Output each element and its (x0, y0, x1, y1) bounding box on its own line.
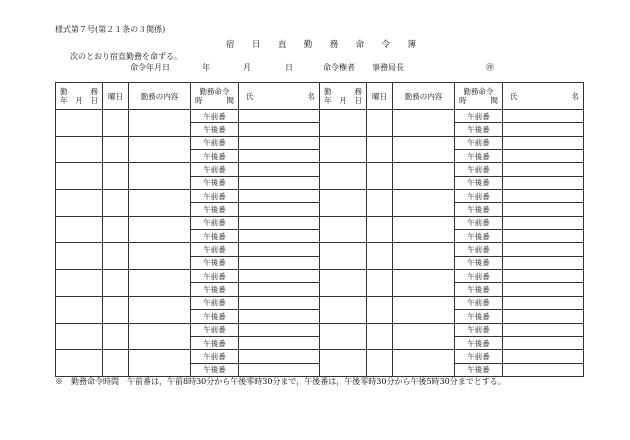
header-kinmu-1: 勤 (60, 87, 68, 96)
title-char: 務 (329, 40, 339, 50)
weekday-cell[interactable] (367, 136, 393, 163)
name-cell[interactable] (239, 363, 320, 376)
duty-time-cell: 午後番 (455, 230, 503, 243)
table-row (56, 323, 320, 336)
order-year-label: 年 (202, 63, 210, 72)
content-cell[interactable] (393, 350, 455, 377)
header-content-label: 勤務の内容 (140, 91, 179, 101)
name-cell[interactable] (503, 283, 584, 296)
name-cell[interactable] (239, 296, 320, 309)
duty-time-cell: 午前番 (191, 296, 239, 309)
date-cell[interactable] (320, 136, 367, 163)
name-cell[interactable] (239, 256, 320, 269)
content-cell[interactable] (129, 350, 191, 377)
header-date (320, 83, 367, 110)
duty-time-cell: 午後番 (191, 123, 239, 136)
header-content (129, 83, 191, 110)
weekday-cell[interactable] (367, 270, 393, 297)
header-date (56, 83, 103, 110)
duty-table-right (319, 82, 584, 377)
table-row (56, 136, 320, 149)
name-cell[interactable] (239, 110, 320, 123)
name-cell[interactable] (503, 230, 584, 243)
duty-time-cell: 午後番 (455, 363, 503, 376)
weekday-cell[interactable] (367, 296, 393, 323)
name-cell[interactable] (503, 270, 584, 283)
table-row (320, 163, 584, 176)
header-content (393, 83, 455, 110)
name-cell[interactable] (239, 230, 320, 243)
duty-time-cell: 午後番 (191, 203, 239, 216)
date-cell[interactable] (320, 323, 367, 350)
duty-time-cell: 午前番 (191, 136, 239, 149)
table-row (56, 270, 320, 283)
header-time-ji: 時 (459, 96, 467, 105)
content-cell[interactable] (129, 270, 191, 297)
date-cell[interactable] (56, 110, 103, 137)
header-time-kan: 間 (490, 96, 498, 105)
duty-time-cell: 午前番 (455, 110, 503, 123)
date-cell[interactable] (320, 270, 367, 297)
content-cell[interactable] (393, 216, 455, 243)
date-cell[interactable] (56, 296, 103, 323)
date-cell[interactable] (56, 216, 103, 243)
table-row (320, 136, 584, 149)
date-cell[interactable] (320, 350, 367, 377)
table-row (320, 270, 584, 283)
header-name (239, 83, 320, 110)
date-cell[interactable] (320, 190, 367, 217)
content-cell[interactable] (393, 296, 455, 323)
name-cell[interactable] (239, 336, 320, 349)
name-cell[interactable] (239, 216, 320, 229)
header-name (503, 83, 584, 110)
weekday-cell[interactable] (103, 216, 129, 243)
order-day-label: 日 (285, 63, 293, 72)
name-cell[interactable] (239, 123, 320, 136)
duty-time-cell: 午前番 (455, 216, 503, 229)
duty-table-left (55, 82, 320, 377)
title-char: 宿 (226, 40, 235, 50)
weekday-cell[interactable] (103, 296, 129, 323)
header-day: 日 (90, 96, 98, 105)
name-cell[interactable] (503, 203, 584, 216)
header-month: 月 (75, 96, 83, 105)
duty-time-cell: 午後番 (455, 283, 503, 296)
name-cell[interactable] (239, 350, 320, 363)
name-cell[interactable] (503, 150, 584, 163)
name-cell[interactable] (239, 323, 320, 336)
content-cell[interactable] (129, 110, 191, 137)
name-cell[interactable] (503, 256, 584, 269)
weekday-cell[interactable] (103, 323, 129, 350)
header-kinmu-2: 務 (90, 87, 98, 96)
weekday-cell[interactable] (367, 110, 393, 137)
name-cell[interactable] (503, 363, 584, 376)
name-cell[interactable] (239, 243, 320, 256)
name-cell[interactable] (503, 310, 584, 323)
weekday-cell[interactable] (367, 190, 393, 217)
content-cell[interactable] (393, 323, 455, 350)
duty-time-cell: 午前番 (455, 136, 503, 149)
table-row (56, 350, 320, 363)
duty-time-cell: 午後番 (191, 363, 239, 376)
name-cell[interactable] (503, 296, 584, 309)
page-title (226, 40, 416, 50)
form-number: 様式第７号(第２１条の３関係) (55, 25, 166, 34)
header-time-top: 勤務命令 (199, 87, 230, 96)
name-cell[interactable] (239, 150, 320, 163)
duty-time-cell: 午後番 (191, 150, 239, 163)
header-name-mei: 名 (571, 91, 579, 101)
name-cell[interactable] (503, 323, 584, 336)
name-cell[interactable] (503, 110, 584, 123)
date-cell[interactable] (56, 350, 103, 377)
date-cell[interactable] (56, 270, 103, 297)
intro-text: 次のとおり宿直勤務を命ずる。 (70, 52, 182, 61)
content-cell[interactable] (129, 163, 191, 190)
table-row (56, 163, 320, 176)
weekday-cell[interactable] (367, 163, 393, 190)
weekday-cell[interactable] (103, 190, 129, 217)
name-cell[interactable] (239, 310, 320, 323)
name-cell[interactable] (239, 176, 320, 189)
content-cell[interactable] (393, 190, 455, 217)
content-cell[interactable] (129, 190, 191, 217)
duty-time-cell: 午前番 (191, 270, 239, 283)
date-cell[interactable] (56, 323, 103, 350)
weekday-cell[interactable] (367, 243, 393, 270)
duty-time-cell: 午後番 (455, 203, 503, 216)
weekday-cell[interactable] (367, 216, 393, 243)
table-row (320, 323, 584, 336)
duty-time-cell: 午後番 (191, 310, 239, 323)
header-weekday-label: 曜日 (372, 91, 387, 101)
header-time-kan: 間 (226, 96, 234, 105)
date-cell[interactable] (56, 243, 103, 270)
header-weekday (103, 83, 129, 110)
name-cell[interactable] (239, 190, 320, 203)
footnote: ※ 勤務命令時間 午前番は，午前8時30分から午後零時30分まで，午後番は，午後零時30分から午後5時30分までとする。 (55, 377, 506, 386)
date-cell[interactable] (320, 163, 367, 190)
table-row (56, 190, 320, 203)
content-cell[interactable] (129, 216, 191, 243)
content-cell[interactable] (129, 243, 191, 270)
duty-time-cell: 午後番 (191, 283, 239, 296)
name-cell[interactable] (503, 136, 584, 149)
header-year: 年 (60, 96, 68, 105)
table-row (320, 216, 584, 229)
table-row (320, 110, 584, 123)
name-cell[interactable] (503, 190, 584, 203)
title-char: 直 (277, 40, 287, 50)
weekday-cell[interactable] (103, 243, 129, 270)
duty-time-cell: 午後番 (191, 336, 239, 349)
table-row (320, 243, 584, 256)
duty-time-cell: 午後番 (191, 230, 239, 243)
header-kinmu-2: 務 (354, 87, 362, 96)
name-cell[interactable] (239, 163, 320, 176)
header-name-shi: 氏 (510, 91, 518, 101)
seal-mark: ㊞ (486, 63, 494, 72)
duty-time-cell: 午前番 (191, 243, 239, 256)
duty-time-cell: 午前番 (455, 270, 503, 283)
content-cell[interactable] (393, 136, 455, 163)
title-char: 簿 (407, 40, 416, 50)
title-char: 命 (355, 40, 365, 50)
header-name-mei: 名 (307, 91, 315, 101)
duty-time-cell: 午後番 (455, 336, 503, 349)
name-cell[interactable] (503, 216, 584, 229)
table-row (56, 216, 320, 229)
order-date-label: 命令年月日 (130, 63, 170, 72)
header-weekday-label: 曜日 (108, 91, 123, 101)
weekday-cell[interactable] (103, 350, 129, 377)
table-row (56, 110, 320, 123)
date-cell[interactable] (56, 163, 103, 190)
header-time-top: 勤務命令 (463, 87, 494, 96)
name-cell[interactable] (503, 336, 584, 349)
content-cell[interactable] (393, 110, 455, 137)
name-cell[interactable] (239, 283, 320, 296)
duty-time-cell: 午前番 (455, 350, 503, 363)
duty-time-cell: 午前番 (455, 243, 503, 256)
order-month-label: 月 (243, 63, 251, 72)
date-cell[interactable] (320, 216, 367, 243)
duty-time-cell: 午前番 (191, 323, 239, 336)
duty-time-cell: 午前番 (191, 110, 239, 123)
weekday-cell[interactable] (103, 136, 129, 163)
table-row (320, 350, 584, 363)
header-time (191, 83, 239, 110)
weekday-cell[interactable] (367, 323, 393, 350)
name-cell[interactable] (503, 176, 584, 189)
title-char: 令 (381, 40, 391, 50)
table-row (320, 190, 584, 203)
weekday-cell[interactable] (103, 163, 129, 190)
header-name-shi: 氏 (246, 91, 254, 101)
duty-time-cell: 午前番 (191, 190, 239, 203)
table-row (56, 296, 320, 309)
duty-time-cell: 午前番 (455, 323, 503, 336)
duty-time-cell: 午前番 (455, 190, 503, 203)
name-cell[interactable] (239, 136, 320, 149)
header-weekday (367, 83, 393, 110)
header-year: 年 (324, 96, 332, 105)
header-time-ji: 時 (195, 96, 203, 105)
duty-time-cell: 午前番 (191, 350, 239, 363)
duty-time-cell: 午後番 (455, 310, 503, 323)
issuer-name: 事務局長 (372, 63, 404, 72)
content-cell[interactable] (129, 296, 191, 323)
weekday-cell[interactable] (367, 350, 393, 377)
date-cell[interactable] (320, 243, 367, 270)
header-day: 日 (354, 96, 362, 105)
duty-time-cell: 午後番 (455, 123, 503, 136)
duty-time-cell: 午後番 (455, 176, 503, 189)
weekday-cell[interactable] (103, 270, 129, 297)
date-cell[interactable] (56, 190, 103, 217)
content-cell[interactable] (393, 163, 455, 190)
table-row (56, 243, 320, 256)
header-month: 月 (339, 96, 347, 105)
date-cell[interactable] (320, 110, 367, 137)
name-cell[interactable] (503, 243, 584, 256)
date-cell[interactable] (320, 296, 367, 323)
header-content-label: 勤務の内容 (404, 91, 443, 101)
title-char: 日 (251, 40, 261, 50)
duty-time-cell: 午後番 (191, 256, 239, 269)
content-cell[interactable] (393, 270, 455, 297)
duty-time-cell: 午前番 (191, 216, 239, 229)
name-cell[interactable] (503, 123, 584, 136)
duty-time-cell: 午後番 (191, 176, 239, 189)
header-time (455, 83, 503, 110)
content-cell[interactable] (393, 243, 455, 270)
content-cell[interactable] (129, 136, 191, 163)
issuer-label: 命令権者 (323, 63, 355, 72)
date-cell[interactable] (56, 136, 103, 163)
duty-time-cell: 午後番 (455, 150, 503, 163)
name-cell[interactable] (503, 163, 584, 176)
table-row (320, 296, 584, 309)
name-cell[interactable] (239, 270, 320, 283)
duty-time-cell: 午後番 (455, 256, 503, 269)
header-kinmu-1: 勤 (324, 87, 332, 96)
content-cell[interactable] (129, 323, 191, 350)
weekday-cell[interactable] (103, 110, 129, 137)
title-char: 勤 (303, 40, 313, 50)
name-cell[interactable] (503, 350, 584, 363)
duty-time-cell: 午前番 (455, 163, 503, 176)
duty-time-cell: 午前番 (191, 163, 239, 176)
name-cell[interactable] (239, 203, 320, 216)
duty-time-cell: 午前番 (455, 296, 503, 309)
